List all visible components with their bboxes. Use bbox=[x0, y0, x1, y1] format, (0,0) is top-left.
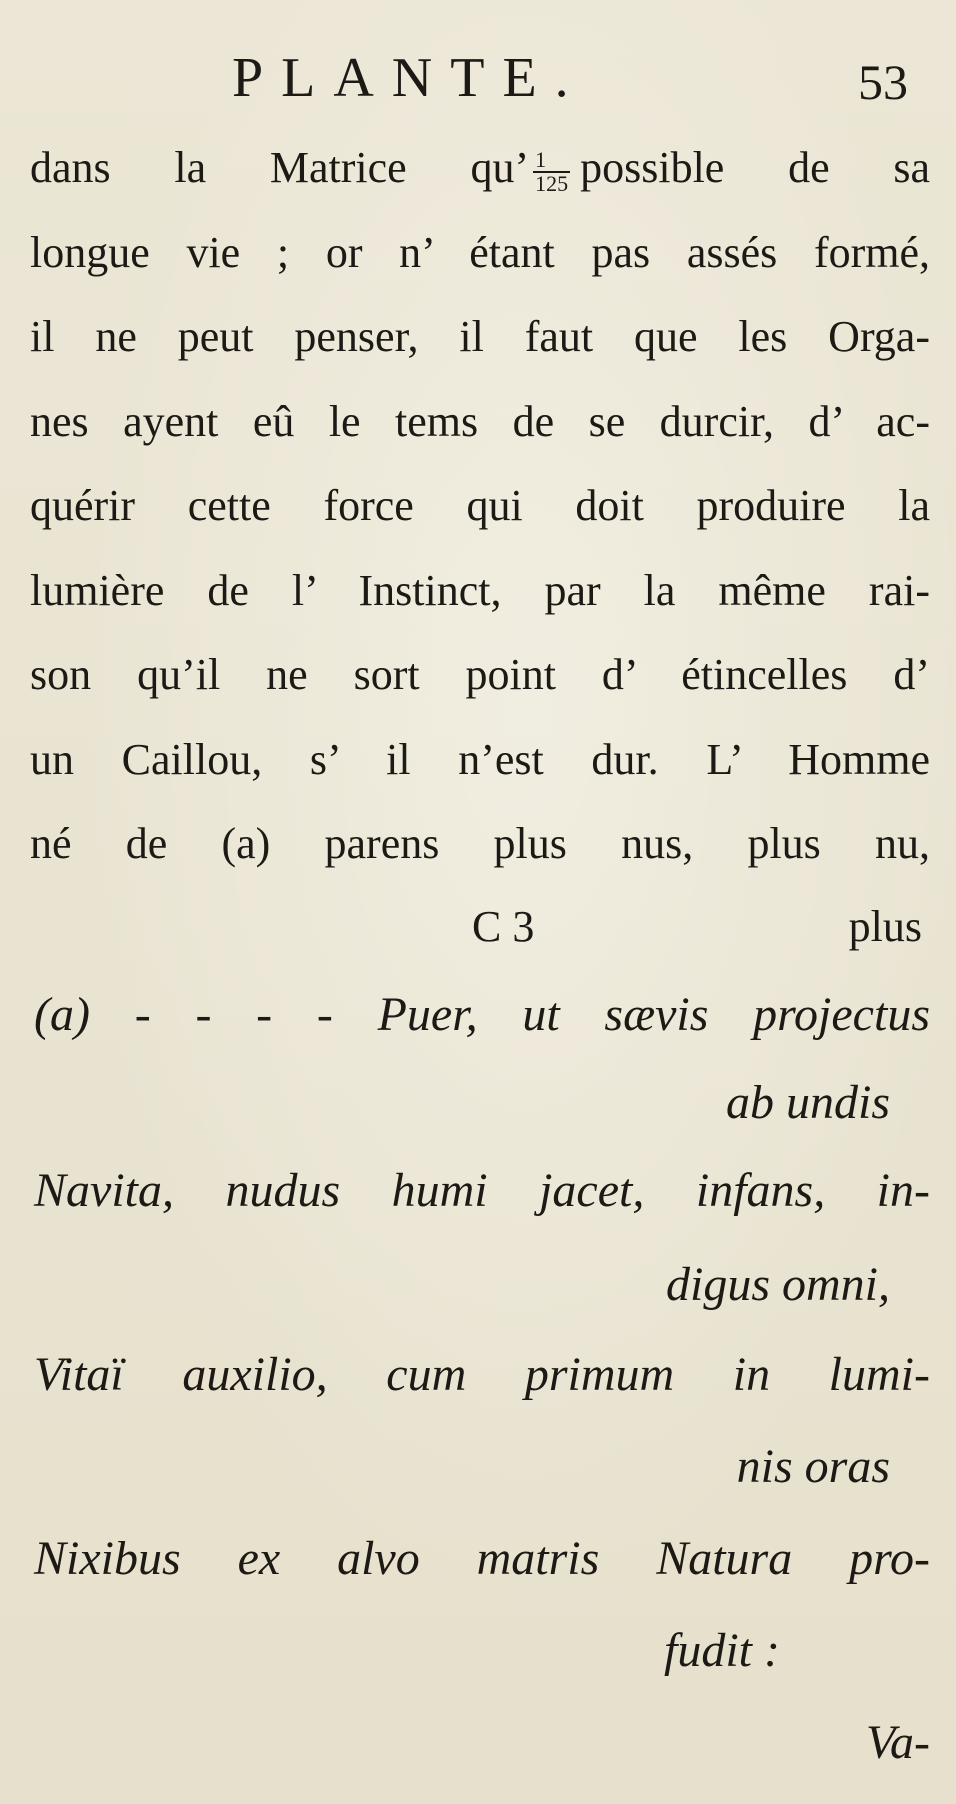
signature-row bbox=[30, 887, 930, 967]
fraction bbox=[533, 146, 570, 196]
catchword-footnote: Va- bbox=[866, 1716, 930, 1769]
text-line: lumière de l’ Instinct, par la même rai- bbox=[30, 565, 930, 615]
page-header bbox=[0, 38, 956, 118]
text-line: longue vie ; or n’ étant pas assés formé, bbox=[30, 227, 930, 277]
footnote-line bbox=[34, 980, 930, 1050]
footnote-line: Vitaï auxilio, cum primum in lumi- bbox=[34, 1348, 930, 1401]
footnote-line: digus omni, bbox=[665, 1258, 890, 1311]
catchword: plus bbox=[848, 902, 922, 951]
footnote-line: nis oras bbox=[736, 1440, 890, 1493]
footnote-line: Nixibus ex alvo matris Natura pro- bbox=[34, 1532, 930, 1585]
signature-mark: C 3 bbox=[472, 902, 535, 951]
main-text bbox=[30, 126, 930, 887]
text-line: son qu’il ne sort point d’ étincelles d’ bbox=[30, 650, 930, 699]
text-line: il ne peut penser, il faut que les Orga- bbox=[30, 312, 930, 361]
page-number: 53 bbox=[858, 54, 908, 110]
footnote-line: Navita, nudus humi jacet, infans, in- bbox=[34, 1164, 930, 1217]
text-line bbox=[30, 126, 930, 211]
fraction-numerator: 1 bbox=[533, 149, 570, 173]
footnote-line: ab undis bbox=[725, 1076, 890, 1129]
fraction-denominator: 125 bbox=[535, 170, 569, 196]
text-fragment: possible de sa bbox=[580, 143, 930, 192]
text-line: un Caillou, s’ il n’est dur. L’ Homme bbox=[30, 734, 930, 784]
text-line: né de (a) parens plus nus, plus nu, bbox=[30, 819, 930, 868]
running-title: PLANTE. bbox=[232, 47, 587, 109]
text-line: quérir cette force qui doit produire la bbox=[30, 481, 930, 530]
footnote-text: - - - - Puer, ut sævis projectus bbox=[134, 988, 931, 1041]
footnote-line: fudit : bbox=[664, 1624, 780, 1677]
text-line: nes ayent eû le tems de se durcir, d’ ac- bbox=[30, 396, 930, 446]
footnote-marker: (a) bbox=[34, 988, 90, 1041]
text-fragment: dans la Matrice qu’ bbox=[30, 143, 530, 192]
